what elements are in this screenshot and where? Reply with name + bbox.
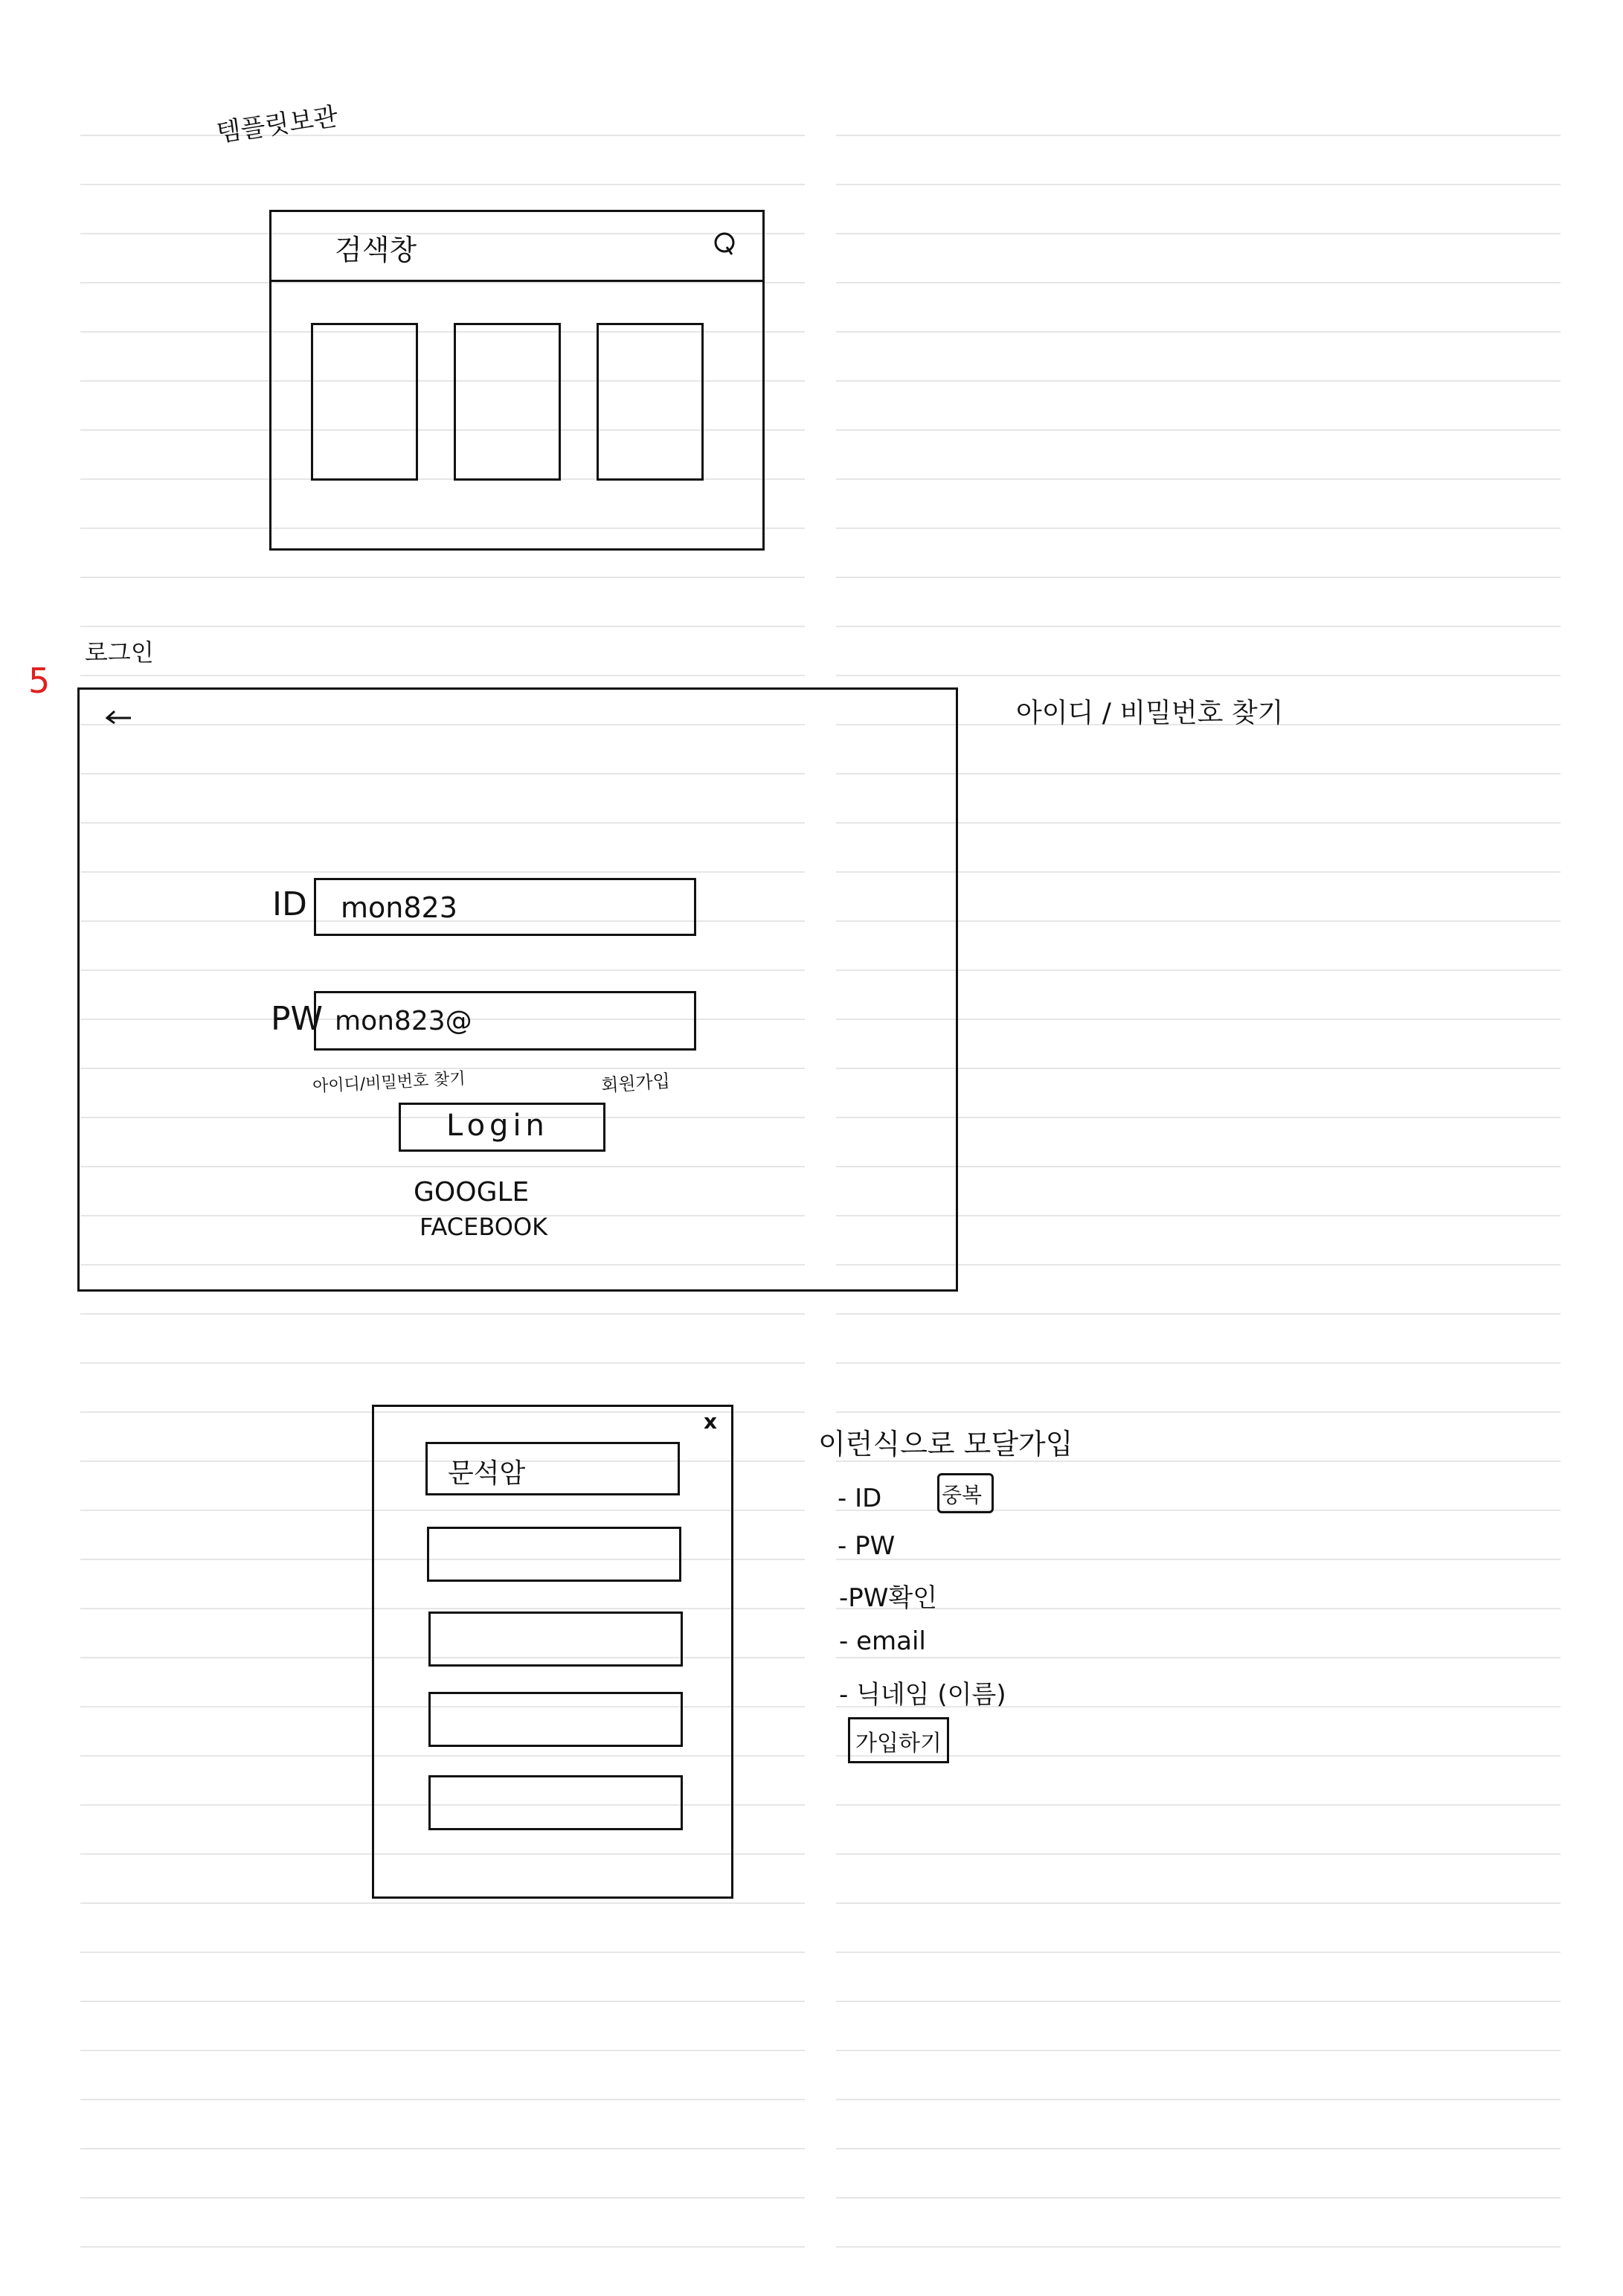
join-button-label: 가입하기: [855, 1731, 942, 1757]
signup-item-email: - email: [839, 1626, 926, 1656]
close-icon[interactable]: x: [704, 1409, 718, 1434]
search-bar-divider: [269, 280, 765, 282]
signup-field-1-value: 문석암: [448, 1458, 526, 1489]
pw-input-value: mon823@: [335, 1006, 472, 1036]
signup-field-4[interactable]: [428, 1692, 683, 1747]
signup-item-id: - ID: [838, 1484, 882, 1513]
page-number: 5: [28, 661, 51, 701]
template-card-1[interactable]: [311, 323, 418, 481]
template-card-3[interactable]: [597, 323, 704, 481]
signup-item-pw-confirm: -PW확인: [839, 1583, 938, 1613]
pw-label: PW: [271, 1000, 324, 1038]
template-card-2[interactable]: [454, 323, 561, 481]
id-label: ID: [272, 885, 307, 923]
facebook-login[interactable]: FACEBOOK: [420, 1213, 548, 1241]
find-id-pw-note: 아이디 / 비밀번호 찾기: [1016, 698, 1284, 728]
signup-item-nickname: - 닉네임 (이름): [839, 1680, 1006, 1710]
find-id-pw-link[interactable]: 아이디/비밀번호 찾기: [312, 1069, 466, 1097]
signup-note-title: 이런식으로 모달가입: [818, 1428, 1073, 1460]
google-login[interactable]: GOOGLE: [414, 1177, 530, 1208]
duplicate-check-label: 중복: [942, 1483, 983, 1507]
template-section-title: 템플릿보관: [214, 101, 340, 149]
signup-item-pw: - PW: [838, 1531, 896, 1561]
id-input-value: mon823: [341, 891, 457, 924]
login-section-title: 로그인: [85, 638, 154, 667]
magnifier-icon[interactable]: [713, 231, 739, 257]
signup-link[interactable]: 회원가입: [600, 1070, 671, 1097]
login-button-label: Login: [446, 1109, 549, 1143]
signup-field-2[interactable]: [427, 1527, 681, 1582]
arrow-left-icon[interactable]: [104, 707, 134, 729]
signup-field-3[interactable]: [428, 1612, 683, 1667]
signup-field-5[interactable]: [428, 1775, 683, 1830]
search-bar-label: 검색창: [335, 234, 417, 266]
